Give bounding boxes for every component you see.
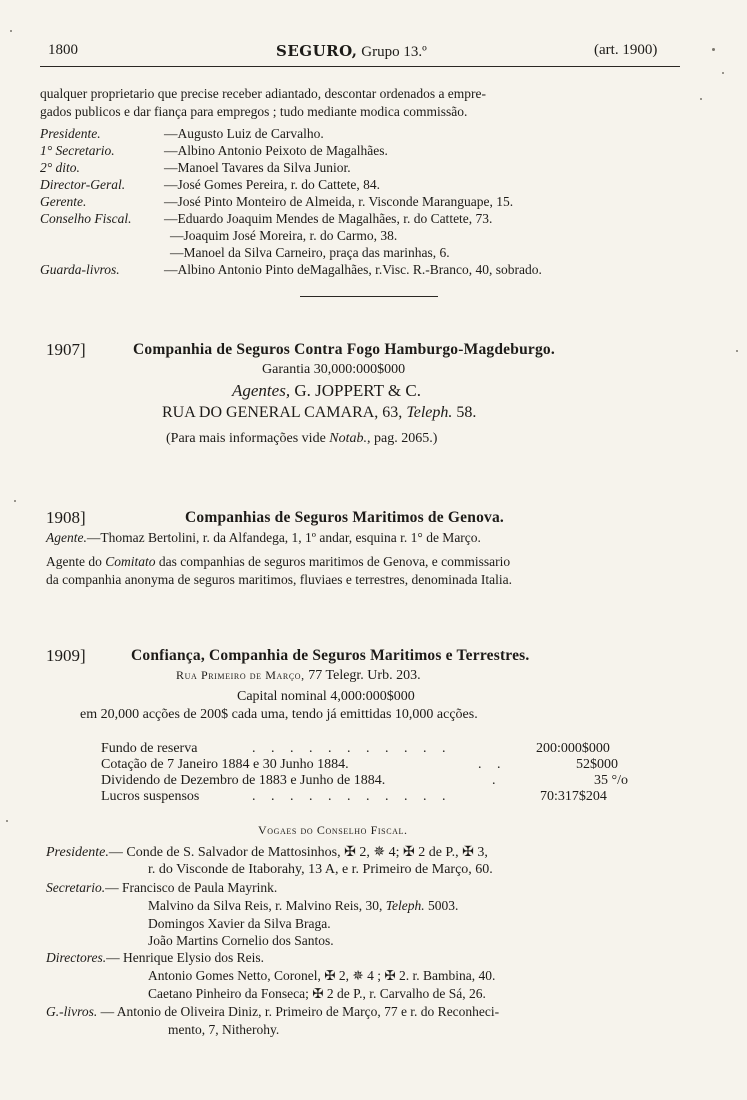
agents-name: G. JOPPERT & C.	[294, 381, 421, 400]
finance-dots: . . . . . . . . . . .	[252, 789, 452, 804]
officer-name: —Augusto Luiz de Carvalho.	[164, 126, 324, 141]
officer-role: Conselho Fiscal.	[40, 211, 132, 226]
officer-name: —José Pinto Monteiro de Almeida, r. Visconde Maranguape, 15.	[164, 194, 514, 209]
page-number: 1800	[48, 42, 78, 58]
running-head-group: Grupo 13.º	[361, 44, 427, 60]
guarda-line-2: mento, 7, Nitherohy.	[168, 1022, 280, 1037]
agent-line	[46, 530, 481, 546]
running-head-title: SEGURO,	[276, 42, 358, 60]
address-street: Rua Primeiro de Março,	[176, 668, 305, 682]
running-head	[276, 42, 427, 61]
address-line	[162, 404, 476, 422]
officer-name: —Eduardo Joaquim Mendes de Magalhães, r. do Cattete, 73.	[164, 211, 493, 226]
guarda-line	[46, 1004, 499, 1020]
finance-value: 200:000$000	[536, 741, 610, 756]
garantia: Garantia 30,000:000$000	[262, 362, 406, 377]
agent-text: —Thomaz Bertolini, r. da Alfandega, 1, 1º andar, esquina r. 1° de Março.	[86, 530, 481, 545]
header-rule	[40, 66, 680, 67]
officer-name: —Manoel Tavares da Silva Junior.	[164, 160, 351, 175]
desc-pre: Agente do	[46, 554, 102, 569]
teleph-number: 58.	[456, 404, 477, 421]
directors-line	[46, 950, 264, 966]
entry-title-1908: Companhias de Seguros Maritimos de Genova.	[185, 509, 504, 526]
officer-role: 2° dito.	[40, 160, 80, 175]
shares: em 20,000 acções de 200$ cada uma, tendo já emittidas 10,000 acções.	[80, 707, 478, 722]
officer-name: —Albino Antonio Peixoto de Magalhães.	[164, 143, 388, 158]
officer-role: 1° Secretario.	[40, 143, 115, 158]
teleph-label: Teleph.	[406, 404, 453, 421]
officer-name: —Joaquim José Moreira, r. do Carmo, 38.	[170, 228, 398, 243]
address-1909	[176, 668, 421, 684]
secretary-label: Secretario.	[46, 880, 106, 895]
finance-label: Dividendo de Dezembro de 1883 e Junho de 1884.	[101, 773, 386, 788]
finance-dots: . .	[478, 757, 507, 772]
secretary-line-3: Domingos Xavier da Silva Braga.	[148, 916, 331, 931]
agents-line	[232, 381, 421, 401]
secretary-line	[46, 880, 277, 896]
guarda-label: G.-livros.	[46, 1004, 98, 1019]
guarda-text: — Antonio de Oliveira Diniz, r. Primeiro de Março, 77 e r. do Reconheci-	[100, 1004, 500, 1019]
address: RUA DO GENERAL CAMARA, 63,	[162, 404, 403, 421]
officer-name: —José Gomes Pereira, r. do Cattete, 84.	[164, 177, 380, 192]
finance-label: Lucros suspensos	[101, 789, 200, 804]
note-post: , pag. 2065.)	[367, 431, 438, 446]
officer-name: —Manoel da Silva Carneiro, praça das marinhas, 6.	[170, 245, 450, 260]
agents-label: Agentes,	[232, 381, 291, 400]
secretary-l2-teleph: Teleph.	[385, 898, 425, 913]
entry-title-1907: Companhia de Seguros Contra Fogo Hamburgo-Magdeburgo.	[133, 341, 555, 358]
president-line-2: r. do Visconde de Itaborahy, 13 A, e r. Primeiro de Março, 60.	[148, 862, 493, 877]
finance-label: Cotação de 7 Janeiro 1884 e 30 Junho 1884.	[101, 757, 349, 772]
scan-speck	[14, 500, 16, 502]
intro-line-2: gados publicos e dar fiança para empregos ; tudo mediante modica commissão.	[40, 104, 468, 119]
finance-value: 35 °/o	[594, 773, 628, 788]
entry-number-1907: 1907]	[46, 340, 86, 359]
secretary-text: — Francisco de Paula Mayrink.	[105, 880, 278, 895]
finance-dots: .	[492, 773, 502, 788]
finance-value: 52$000	[576, 757, 618, 772]
directors-label: Directores.	[46, 950, 107, 965]
officer-role: Gerente.	[40, 194, 87, 209]
scan-speck	[712, 48, 715, 51]
officer-name: —Albino Antonio Pinto deMagalhães, r.Visc. R.-Branco, 40, sobrado.	[164, 262, 542, 277]
officer-role: Director-Geral.	[40, 177, 126, 192]
desc-line-2: da companhia anonyma de seguros maritimos, fluviaes e terrestres, denominada Italia.	[46, 572, 512, 587]
desc-line-1	[46, 554, 510, 570]
officer-role: Guarda-livros.	[40, 262, 120, 277]
officer-role: Presidente.	[40, 126, 101, 141]
note-line	[166, 431, 437, 447]
finance-dots: . . . . . . . . . . .	[252, 741, 452, 756]
president-label: Presidente.	[46, 845, 109, 860]
entry-title-1909: Confiança, Companhia de Seguros Maritimos e Terrestres.	[131, 647, 530, 664]
desc-post: das companhias de seguros maritimos de Genova, e commissario	[158, 554, 511, 569]
entry-number-1909: 1909]	[46, 646, 86, 665]
entry-number-1908: 1908]	[46, 508, 86, 527]
secretary-line-4: João Martins Cornelio dos Santos.	[148, 933, 334, 948]
scan-speck	[736, 350, 738, 352]
agent-label: Agente.	[46, 530, 87, 545]
scan-speck	[10, 30, 12, 32]
note-ref: Notab.	[329, 431, 368, 446]
secretary-l2-num: 5003.	[428, 898, 459, 913]
directors-line-3: Caetano Pinheiro da Fonseca; ✠ 2 de P., r. Carvalho de Sá, 26.	[148, 986, 486, 1001]
finance-value: 70:317$204	[540, 789, 607, 804]
directors-line-2: Antonio Gomes Netto, Coronel, ✠ 2, ✵ 4 ; ✠ 2. r. Bambina, 40.	[148, 968, 496, 983]
secretary-line-2	[148, 898, 458, 914]
article-ref: (art. 1900)	[594, 42, 658, 58]
scan-speck	[722, 72, 724, 74]
scan-speck	[700, 98, 702, 100]
desc-comitato: Comitato	[105, 554, 156, 569]
capital: Capital nominal 4,000:000$000	[237, 689, 415, 704]
section-divider	[300, 296, 438, 297]
note-pre: (Para mais informações vide	[166, 431, 326, 446]
secretary-l2-pre: Malvino da Silva Reis, r. Malvino Reis, 30,	[148, 898, 383, 913]
finance-label: Fundo de reserva	[101, 741, 198, 756]
address-rest: 77 Telegr. Urb. 203.	[308, 668, 421, 683]
president-line	[46, 844, 488, 861]
president-text: — Conde de S. Salvador de Mattosinhos, ✠ 2, ✵ 4; ✠ 2 de P., ✠ 3,	[108, 845, 488, 860]
scan-speck	[6, 820, 8, 822]
council-heading: Vogaes do Conselho Fiscal.	[258, 823, 408, 837]
intro-line-1: qualquer proprietario que precise receber adiantado, descontar ordenados a empre-	[40, 86, 487, 101]
directors-text: — Henrique Elysio dos Reis.	[106, 950, 264, 965]
